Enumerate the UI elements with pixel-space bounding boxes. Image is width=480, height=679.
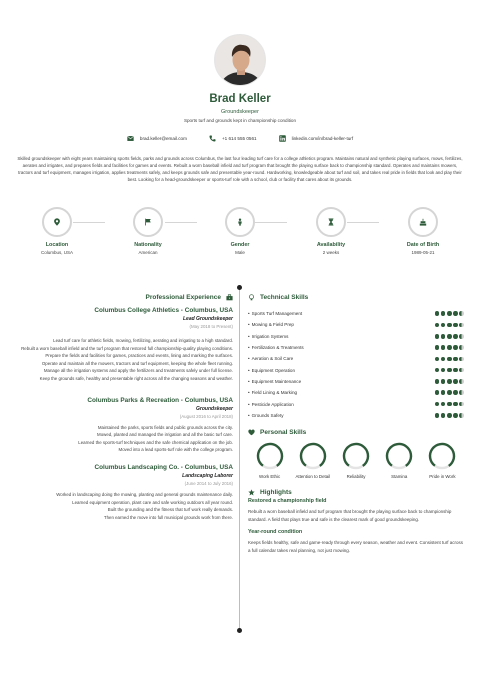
contact-linkedin-text: linkedin.com/in/brad-keller-turf xyxy=(291,136,354,141)
info-label: Date of Birth xyxy=(406,242,440,248)
highlight-text: Rebuilt a worn baseball infield and turf program that brought the playing surface back to championship standard. A field that plays true and safe is the clearest mark of good groundskeeping. xyxy=(248,508,452,522)
skill-dot xyxy=(441,323,446,328)
info-label: Nationality xyxy=(134,242,162,248)
contact-linkedin[interactable] xyxy=(279,135,354,142)
highlights-heading: Highlights xyxy=(248,489,464,496)
job-bullet: Moved into a lead sports-turf role with the college program. xyxy=(118,447,233,453)
skill-rating xyxy=(435,357,464,362)
skill-dot xyxy=(441,402,446,407)
skill-dot xyxy=(441,368,446,373)
contact-email-text: brad.keller@email.com xyxy=(139,136,187,141)
personal-skill xyxy=(378,442,421,479)
skill-dot xyxy=(435,345,440,350)
summary-paragraph: Skilled groundskeeper with eight years maintaining sports fields, parks and grounds across Columbus, the last four leading turf care for a college athletics program. Maintains natural and synthetic playing surfaces, mows, fertilizes, aerates and irrigates, and prepares fields and facilities for games and events. Rebuilt a worn baseball infield and turf program that brought the playing surface back to championship standard. Operates and maintains mowers, tractors and turf equipment, manages irrigation, applies treatments safely, and keeps grounds safe and presentable year-round. Hardworking, knowledgeable about turf and soil, and takes real pride in fields that look and play their best. Looking for a head-groundskeeper or sports-turf role with a school, club or facility that cares about its grounds. xyxy=(17,156,463,182)
experience-heading: Professional Experience xyxy=(16,294,233,301)
skill-dot xyxy=(435,390,440,395)
skill-ring-fill xyxy=(385,442,413,470)
skill-dot xyxy=(435,402,440,407)
skill-dot xyxy=(459,311,464,316)
info-location xyxy=(19,207,95,255)
skill-dot xyxy=(447,390,452,395)
job-bullet: Prepare the fields and facilities for games, practices and events, lining and marking the surfaces. xyxy=(45,353,233,359)
lightbulb-icon xyxy=(248,294,255,301)
skill-row xyxy=(248,331,464,342)
job-bullet: Rebuilt a worn baseball infield and the turf program that restored full championship-quality playing conditions. xyxy=(21,345,233,351)
skill-dot xyxy=(453,402,458,407)
skill-dot xyxy=(453,311,458,316)
info-nationality xyxy=(110,207,186,255)
job-bullet: Then earned the move into full municipal grounds work from there. xyxy=(103,514,233,520)
skill-ring xyxy=(428,442,456,470)
job-company: Columbus College Athletics - Columbus, USA xyxy=(94,307,233,314)
location-pin-icon xyxy=(53,218,61,226)
job-bullet: Learned the sports-turf techniques and the safe chemical application on the job. xyxy=(78,439,233,445)
personal-skill xyxy=(248,442,291,479)
skill-row xyxy=(248,376,464,387)
skill-rating xyxy=(435,413,464,418)
skill-ring-fill xyxy=(428,442,456,470)
timeline-dot-top xyxy=(237,285,242,290)
skill-dot xyxy=(441,345,446,350)
highlight-title: Restored a championship field xyxy=(248,497,327,504)
skill-row xyxy=(248,387,464,398)
timeline-line xyxy=(239,287,240,631)
skill-dot xyxy=(459,357,464,362)
job-bullets xyxy=(16,337,233,383)
avatar xyxy=(214,34,266,86)
skill-dot xyxy=(441,311,446,316)
skill-row xyxy=(248,398,464,409)
skill-name: • Aeration & Soil Care xyxy=(248,356,435,361)
skill-dot xyxy=(453,345,458,350)
job-bullets xyxy=(16,424,233,454)
info-value: American xyxy=(138,250,158,255)
skill-dot xyxy=(447,413,452,418)
job-role: Groundskeeper xyxy=(196,405,233,412)
skill-row xyxy=(248,410,464,421)
skill-dot xyxy=(441,379,446,384)
personal-info-row xyxy=(0,207,480,267)
info-gender xyxy=(202,207,278,255)
star-icon xyxy=(248,489,255,496)
job-entry xyxy=(16,397,233,454)
job-bullet: Mowed, planted and managed the irrigation and all the basic turf care. xyxy=(97,432,233,438)
skill-rating xyxy=(435,379,464,384)
skill-dot xyxy=(447,357,452,362)
skill-dot xyxy=(453,390,458,395)
job-role: Landscaping Laborer xyxy=(182,472,233,479)
skill-dot xyxy=(459,368,464,373)
skill-ring xyxy=(342,442,370,470)
job-bullet: Manage all the irrigation systems and apply the fertilizers and treatments safely under full license. xyxy=(43,368,233,374)
personal-skill xyxy=(291,442,334,479)
personal-skills-heading: Personal Skills xyxy=(248,429,464,436)
skill-rating xyxy=(435,402,464,407)
cake-icon xyxy=(419,218,427,226)
skill-ring-fill xyxy=(256,442,284,470)
personal-skills-list xyxy=(248,442,464,479)
phone-icon xyxy=(209,135,216,142)
skill-row xyxy=(248,308,464,319)
timeline-dot-bottom xyxy=(237,628,242,633)
job-company: Columbus Parks & Recreation - Columbus, USA xyxy=(87,396,233,404)
personal-skill-name: Attention to Detail xyxy=(295,473,331,479)
skill-dot xyxy=(447,334,452,339)
skill-rating xyxy=(435,368,464,373)
skill-ring-fill xyxy=(299,442,327,470)
skill-dot xyxy=(459,323,464,328)
email-icon xyxy=(127,135,134,142)
hourglass-icon xyxy=(327,218,335,226)
job-bullets xyxy=(16,491,233,521)
skill-name: • Mowing & Field Prep xyxy=(248,322,435,327)
skill-ring xyxy=(299,442,327,470)
job-role: Lead Groundskeeper xyxy=(182,316,233,322)
personal-skill-name: Stamina xyxy=(391,473,408,479)
skill-name: • Irrigation Systems xyxy=(248,334,435,339)
job-bullet: Lead turf care for athletic fields, mowing, fertilizing, aerating and irrigating to a high standard. xyxy=(53,338,233,343)
skill-dot xyxy=(453,379,458,384)
skill-dot xyxy=(435,311,440,316)
contact-phone-text: +1 614 555 0561 xyxy=(221,136,257,141)
highlight-title: Year-round condition xyxy=(248,529,303,536)
skill-dot xyxy=(435,368,440,373)
job-bullet: Operate and maintain all the mowers, tractors and turf equipment, keeping the whole fleet running. xyxy=(41,360,233,366)
info-value: 1989-05-21 xyxy=(411,250,435,255)
job-bullet: Keep the grounds safe, healthy and presentable right across all the changing seasons and weather. xyxy=(39,375,233,381)
skill-name: • Equipment Operation xyxy=(248,368,435,373)
job-title: Groundskeeper xyxy=(221,109,259,115)
skill-dot xyxy=(459,390,464,395)
skill-dot xyxy=(453,323,458,328)
skill-ring xyxy=(256,442,284,470)
job-bullet: Learned equipment operation, plant care and safe working outdoors all year round. xyxy=(72,499,233,505)
gender-icon xyxy=(236,218,244,226)
skill-rating xyxy=(435,311,464,316)
skill-dot xyxy=(447,311,452,316)
right-column xyxy=(248,294,464,554)
skill-dot xyxy=(447,402,452,407)
contact-phone[interactable] xyxy=(209,135,257,142)
skill-dot xyxy=(453,368,458,373)
skill-dot xyxy=(441,390,446,395)
job-dates: (August 2016 to April 2018) xyxy=(179,413,233,419)
tagline: Sports turf and grounds kept in championship condition xyxy=(183,118,297,123)
skill-dot xyxy=(453,413,458,418)
briefcase-icon xyxy=(226,294,233,301)
skill-rating xyxy=(435,323,464,328)
skill-dot xyxy=(447,368,452,373)
info-value: Male xyxy=(235,250,245,255)
skill-dot xyxy=(459,345,464,350)
skill-dot xyxy=(447,345,452,350)
contact-bar xyxy=(0,135,480,142)
skill-dot xyxy=(441,413,446,418)
personal-skill-name: Work Ethic xyxy=(259,473,281,479)
skill-rating xyxy=(435,345,464,350)
profile-photo xyxy=(215,35,266,86)
skill-dot xyxy=(447,323,452,328)
job-entry xyxy=(16,307,233,383)
skill-row xyxy=(248,319,464,330)
candidate-name: Brad Keller xyxy=(209,93,271,105)
linkedin-icon xyxy=(279,135,286,142)
skill-dot xyxy=(441,357,446,362)
personal-skill-name: Reliability xyxy=(346,473,366,479)
info-value: 2 weeks xyxy=(322,250,340,255)
skill-dot xyxy=(459,413,464,418)
info-availability xyxy=(293,207,369,255)
job-bullet: Maintained the parks, sports fields and public grounds across the city. xyxy=(97,424,233,430)
skill-dot xyxy=(447,379,452,384)
info-label: Gender xyxy=(230,242,250,248)
skill-dot xyxy=(441,334,446,339)
technical-skills-list xyxy=(248,308,464,421)
skill-dot xyxy=(453,357,458,362)
skill-dot xyxy=(435,334,440,339)
info-label: Availability xyxy=(316,242,346,248)
personal-skill xyxy=(334,442,377,479)
skill-dot xyxy=(435,379,440,384)
skill-row xyxy=(248,364,464,375)
skill-dot xyxy=(435,323,440,328)
job-company: Columbus Landscaping Co. - Columbus, USA xyxy=(94,463,233,471)
job-dates: (June 2014 to July 2016) xyxy=(184,480,233,486)
job-bullet: Built the grounding and the fitness that turf work really demands. xyxy=(107,507,233,513)
skill-name: • Grounds Safety xyxy=(248,413,435,418)
skill-dot xyxy=(435,357,440,362)
heart-icon xyxy=(248,429,255,436)
flag-icon xyxy=(144,218,152,226)
skill-rating xyxy=(435,390,464,395)
skill-name: • Sports Turf Management xyxy=(248,311,435,316)
skill-rating xyxy=(435,334,464,339)
highlight-text: Keeps fields healthy, safe and game-ready through every season, weather and event. Consistent turf across a full calendar takes real planning, not just mowing. xyxy=(248,540,464,553)
skill-dot xyxy=(453,334,458,339)
skill-row xyxy=(248,353,464,364)
skill-name: • Pesticide Application xyxy=(248,402,435,407)
skill-dot xyxy=(459,379,464,384)
experience-section xyxy=(16,294,233,521)
contact-email[interactable] xyxy=(127,135,187,142)
info-value: Columbus, USA xyxy=(40,250,73,255)
job-entry xyxy=(16,464,233,521)
technical-skills-heading: Technical Skills xyxy=(248,294,464,301)
skill-dot xyxy=(435,413,440,418)
personal-skill-name: Pride in Work xyxy=(429,473,456,479)
info-label: Location xyxy=(45,242,69,248)
skill-name: • Field Lining & Marking xyxy=(248,390,435,395)
personal-skill xyxy=(421,442,464,479)
job-dates: (May 2018 to Present) xyxy=(189,324,233,329)
skill-name: • Fertilization & Treatments xyxy=(248,345,435,350)
skill-dot xyxy=(459,402,464,407)
skill-row xyxy=(248,342,464,353)
job-bullet: Worked in landscaping doing the mowing, planting and general grounds maintenance daily. xyxy=(56,491,233,497)
skill-ring-fill xyxy=(342,442,370,470)
skill-dot xyxy=(459,334,464,339)
skill-ring xyxy=(385,442,413,470)
info-date-of-birth xyxy=(385,207,461,255)
skill-name: • Equipment Maintenance xyxy=(248,379,435,384)
